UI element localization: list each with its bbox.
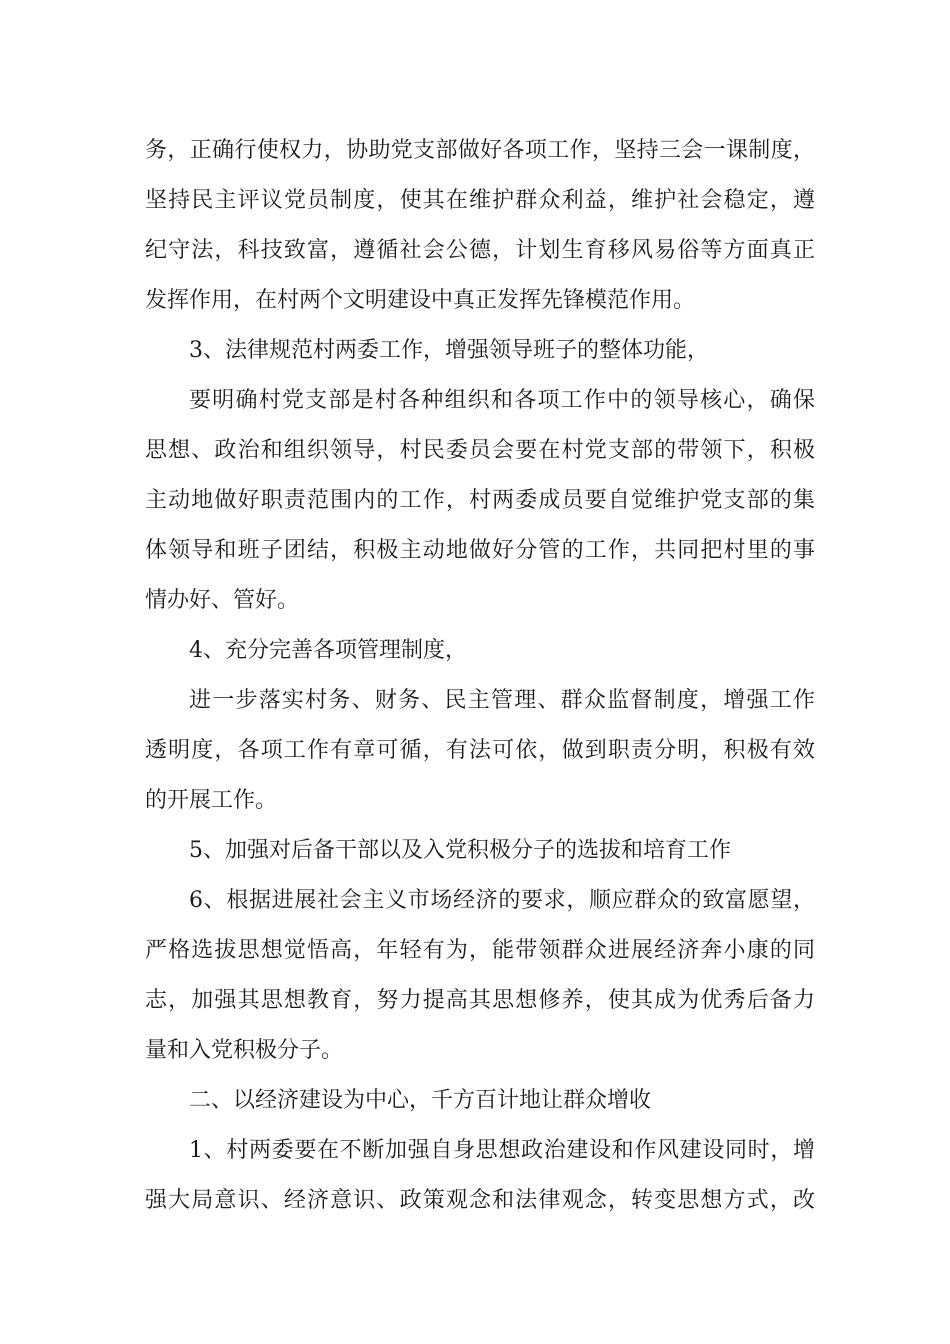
text-line: 体领导和班子团结，积极主动地做好分管的工作，共同把村里的事 xyxy=(145,538,815,563)
text-line: 严格选拔思想觉悟高，年轻有为，能带领群众进展经济奔小康的同 xyxy=(145,938,815,963)
text-line: 思想、政治和组织领导，村民委员会要在村党支部的带领下，积极 xyxy=(145,438,815,463)
text-line: 6、根据进展社会主义市场经济的要求，顺应群众的致富愿望， xyxy=(189,888,815,913)
section-heading: 4、充分完善各项管理制度， xyxy=(189,638,467,663)
document-body xyxy=(145,126,815,1226)
text-line: 进一步落实村务、财务、民主管理、群众监督制度，增强工作 xyxy=(189,688,815,713)
text-line: 情办好、管好。 xyxy=(145,588,300,613)
text-line: 纪守法，科技致富，遵循社会公德，计划生育移风易俗等方面真正 xyxy=(145,238,815,263)
text-line: 志，加强其思想教育，努力提高其思想修养，使其成为优秀后备力 xyxy=(145,988,815,1013)
section-heading: 5、加强对后备干部以及入党积极分子的选拔和培育工作 xyxy=(189,838,731,863)
section-heading: 3、法律规范村两委工作，增强领导班子的整体功能， xyxy=(189,338,709,363)
text-line: 透明度，各项工作有章可循，有法可依，做到职责分明，积极有效 xyxy=(145,738,815,763)
text-line: 主动地做好职责范围内的工作，村两委成员要自觉维护党支部的集 xyxy=(145,488,815,513)
section-heading: 二、以经济建设为中心，千方百计地让群众增收 xyxy=(189,1088,652,1113)
text-line: 发挥作用，在村两个文明建设中真正发挥先锋模范作用。 xyxy=(145,288,696,313)
text-line: 强大局意识、经济意识、政策观念和法律观念，转变思想方式，改 xyxy=(145,1188,815,1213)
text-line: 坚持民主评议党员制度，使其在维护群众利益，维护社会稳定，遵 xyxy=(145,188,815,213)
text-line: 1、村两委要在不断加强自身思想政治建设和作风建设同时，增 xyxy=(189,1138,815,1163)
text-line: 要明确村党支部是村各种组织和各项工作中的领导核心，确保 xyxy=(189,388,815,413)
text-line: 量和入党积极分子。 xyxy=(145,1038,344,1063)
text-line: 务，正确行使权力，协助党支部做好各项工作，坚持三会一课制度， xyxy=(145,138,815,163)
text-line: 的开展工作。 xyxy=(145,788,278,813)
